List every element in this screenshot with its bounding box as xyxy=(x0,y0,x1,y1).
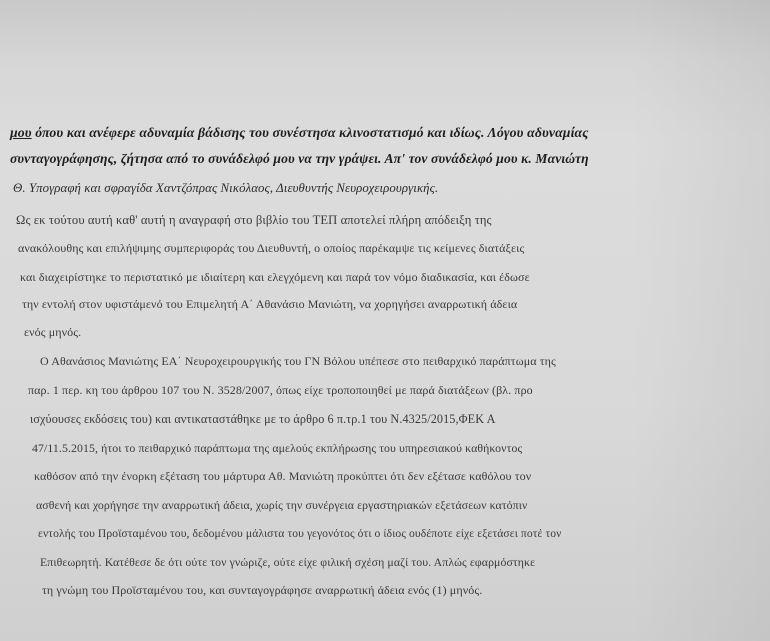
doc-line-10: παρ. 1 περ. κη του άρθρου 107 του Ν. 3528/2007, όπως είχε τροποποιηθεί με παρά διατάξεων (βλ. προ xyxy=(28,383,533,397)
doc-line-12: 47/11.5.2015, ήτοι το πειθαρχικό παράπτωμα της αμελούς εκπλήρωσης του υπηρεσιακού καθήκοντος xyxy=(32,441,523,455)
page-shadow xyxy=(630,0,770,641)
doc-line-14: ασθενή και χορήγησε την αναρρωτική άδεια, χωρίς την συνέργεια εργαστηριακών εξετάσεων κατόπιν xyxy=(36,498,528,512)
doc-line-4: Ως εκ τούτου αυτή καθ' αυτή η αναγραφή στο βιβλίο του ΤΕΠ αποτελεί πλήρη απόδειξη της xyxy=(16,213,492,227)
doc-line-5: ανακόλουθης και επιλήψιμης συμπεριφοράς του Διευθυντή, ο οποίος παρέκαμψε τις κείμενες διατάξεις xyxy=(18,241,525,255)
doc-line-1-text: όπου και ανέφερε αδυναμία βάδισης του συνέστησα κλινοστατισμό και ιδίως. Λόγου αδυναμίας xyxy=(31,125,589,140)
doc-line-13: καθόσον από την ένορκη εξέταση του μάρτυρα Αθ. Μανιώτη προκύπτει ότι δεν εξέτασε καθόλου τον xyxy=(34,469,532,483)
doc-line-1-lead: μου xyxy=(10,125,32,140)
doc-line-16: Επιθεωρητή. Κατέθεσε δε ότι ούτε τον γνώριζε, ούτε είχε φιλική σχέση μαζί του. Απλώς εφαρμόστηκε xyxy=(40,555,536,569)
doc-line-2: συνταγογράφησης, ζήτησα από το συνάδελφό μου να την γράψει. Απ' τον συνάδελφό μου κ. Μανιώτη xyxy=(10,151,589,166)
doc-line-17: τη γνώμη του Προϊσταμένου του, και συνταγογράφησε αναρρωτική άδεια ενός (1) μηνός. xyxy=(42,583,483,597)
doc-line-9: Ο Αθανάσιος Μανιώτης ΕΑ΄ Νευροχειρουργικής του ΓΝ Βόλου υπέπεσε στο πειθαρχικό παράπτωμα της xyxy=(40,354,556,368)
doc-line-15: εντολής του Προϊσταμένου του, δεδομένου μάλιστα του γεγονότος ότι ο ίδιος ουδέποτε είχε εξετάσει ποτέ τον xyxy=(38,527,562,540)
doc-line-1 xyxy=(10,125,589,141)
doc-line-3: Θ. Υπογραφή και σφραγίδα Χαντζόπρας Νικόλαος, Διευθυντής Νευροχειρουργικής. xyxy=(13,181,439,195)
doc-line-11: ισχύουσες εκδόσεις του) και αντικαταστάθηκε με το άρθρο 6 π.τρ.1 του Ν.4325/2015,ΦΕΚ Α xyxy=(30,412,496,426)
doc-line-6: και διαχειρίστηκε το περιστατικό με ιδιαίτερη και ελεγχόμενη και παρά τον νόμο διαδικασία, και έδωσε xyxy=(20,270,530,284)
doc-line-8: ενός μηνός. xyxy=(24,325,82,339)
doc-line-7: την εντολή στον υφιστάμενό του Επιμελητή Α΄ Αθανάσιο Μανιώτη, να χορηγήσει αναρρωτική άδεια xyxy=(22,297,518,311)
